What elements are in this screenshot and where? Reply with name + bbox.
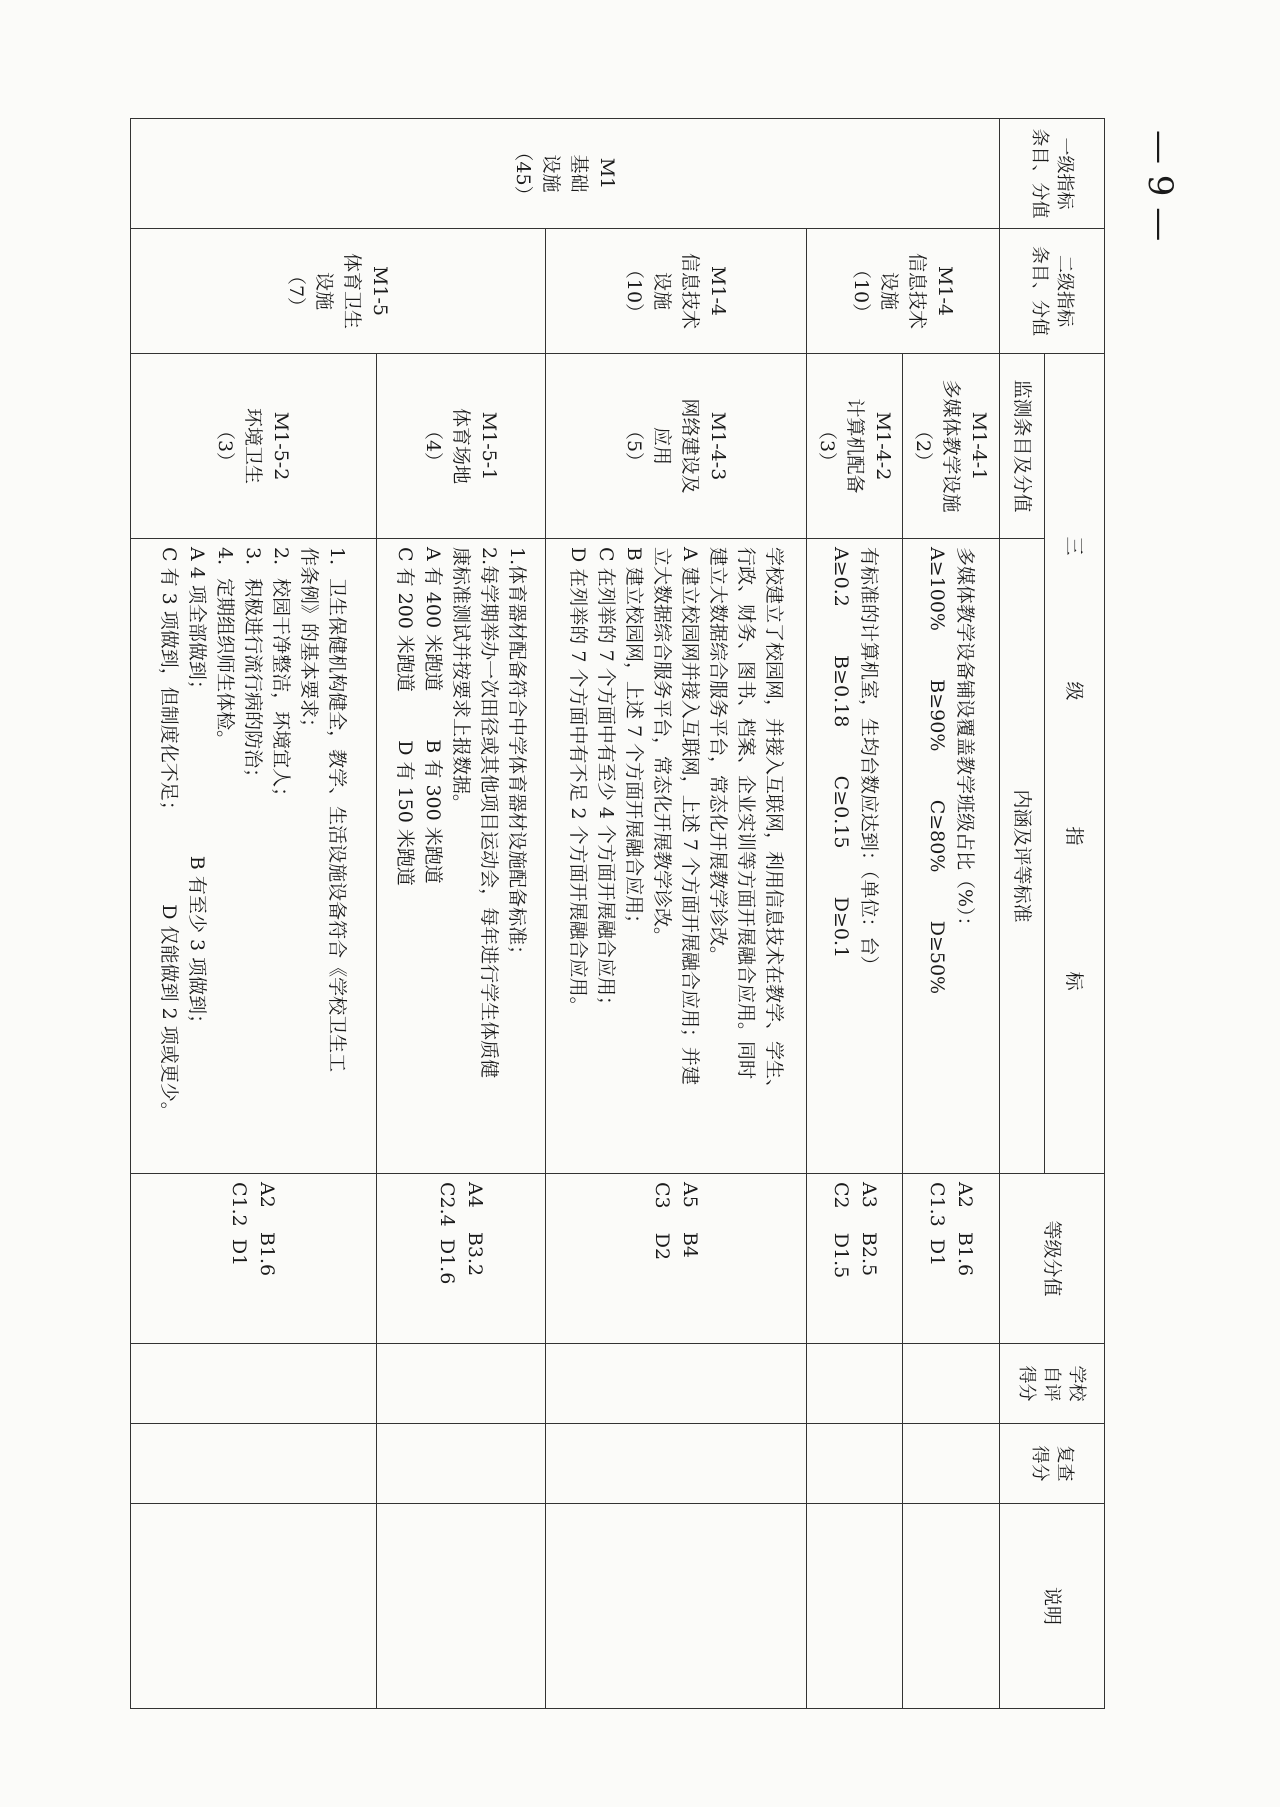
standard-line: 4．定期组织师生体检。 [214, 547, 237, 750]
note-cell [902, 1504, 999, 1709]
self-score-cell [902, 1344, 999, 1424]
standard-line: 2．校园干净整洁，环境宜人； [270, 547, 293, 807]
self-score-cell [807, 1344, 902, 1424]
standard-line: C 有 3 项做到，但制度化不足； D 仅能做到 2 项或更少。 [158, 547, 181, 1121]
monitor-item-cell: M1-5-1 体育场地 （4） [376, 354, 545, 539]
grade-line: A3 B2.5 [857, 1182, 880, 1277]
grade-score-cell [131, 1174, 377, 1344]
standard-cell [546, 539, 807, 1174]
level2-cell: M1-4 信息技术 设施 （10） [546, 229, 807, 354]
standard-line: 1.体育器材配备符合中学体育器材设施配备标准； [506, 547, 529, 965]
standard-line: 建立大数据综合服务平台，常态化开展教学诊改。 [707, 547, 730, 966]
rotated-evaluation-table [130, 118, 1105, 1708]
standard-line: 有标准的计算机室，生均台数应达到：（单位：台） [857, 547, 880, 975]
standard-line: 2.每学期举办一次田径或其他项目运动会，每年进行学生体质健 [478, 547, 501, 1079]
grade-line: A4 B3.2 [464, 1182, 487, 1277]
standard-line: C 有 200 米跑道 D 有 150 米跑道 [394, 547, 417, 886]
grade-score-cell [546, 1174, 807, 1344]
grade-score-cell [902, 1174, 999, 1344]
note-cell [546, 1504, 807, 1709]
grade-line: C3 D2 [651, 1182, 674, 1261]
table-row [376, 119, 545, 1709]
header-level1: 一级指标 条目、分值 [1000, 119, 1105, 229]
grade-score-cell [376, 1174, 545, 1344]
standard-line: 1．卫生保健机构健全，教学、生活设施设备符合《学校卫生工 [326, 547, 349, 1073]
review-score-cell [131, 1424, 377, 1504]
note-cell [376, 1504, 545, 1709]
header-standard: 内涵及评等标准 [1000, 539, 1045, 1174]
grade-line: C1.3 D1 [925, 1182, 948, 1267]
review-score-cell [807, 1424, 902, 1504]
header-review-score: 复查 得分 [1000, 1424, 1105, 1504]
grade-line: A2 B1.6 [256, 1182, 279, 1277]
standard-cell [902, 539, 999, 1174]
note-cell [807, 1504, 902, 1709]
header-level3: 三 级 指 标 [1045, 354, 1105, 1174]
standard-line: B 建立校园网，上述 7 个方面开展融合应用； [623, 547, 646, 934]
self-score-cell [376, 1344, 545, 1424]
standard-line: 立大数据综合服务平台，常态化开展教学诊改。 [651, 547, 674, 947]
standard-line: A 4 项全部做到； B 有至少 3 项做到； [186, 547, 209, 1034]
monitor-item-cell: M1-4-1 多媒体教学设施 （2） [902, 354, 999, 539]
grade-line: A5 B4 [679, 1182, 702, 1259]
standard-cell [807, 539, 902, 1174]
review-score-cell [902, 1424, 999, 1504]
standard-cell [131, 539, 377, 1174]
standard-line: A≥0.2 B≥0.18 C≥0.15 D≥0.1 [829, 547, 852, 959]
review-score-cell [546, 1424, 807, 1504]
self-score-cell [546, 1344, 807, 1424]
table-row [131, 119, 377, 1709]
table-row [807, 119, 902, 1709]
table-body [131, 119, 1000, 1709]
grade-line: A2 B1.6 [953, 1182, 976, 1277]
header-self-score: 学校 自评 得分 [1000, 1344, 1105, 1424]
standard-cell [376, 539, 545, 1174]
standard-line: 学校建立了校园网，并接入互联网，利用信息技术在教学、学生、 [763, 547, 786, 1099]
level2-cell: M1-5 体育卫生 设施 （7） [131, 229, 546, 354]
table-row [902, 119, 999, 1709]
grade-line: C2 D1.5 [829, 1182, 852, 1279]
header-monitor: 监测条目及分值 [1000, 354, 1045, 539]
header-note: 说明 [1000, 1504, 1105, 1709]
standard-line: 作条例》的基本要求； [298, 547, 321, 738]
standard-line: 行政、财务、图书、档案、企业实训等方面开展融合应用。同时 [735, 547, 758, 1080]
standard-line: 3．积极进行流行病的防治； [242, 547, 265, 788]
standard-line: A≥100% B≥90% C≥80% D≥50% [925, 547, 948, 995]
review-score-cell [376, 1424, 545, 1504]
monitor-item-cell: M1-4-3 网络建设及 应用 （5） [546, 354, 807, 539]
table-row [546, 119, 807, 1709]
note-cell [131, 1504, 377, 1709]
grade-line: C1.2 D1 [228, 1182, 251, 1267]
grade-score-cell [807, 1174, 902, 1344]
standard-line: D 在列举的 7 个方面中有不足 2 个方面开展融合应用。 [567, 547, 590, 1016]
evaluation-table [130, 118, 1105, 1709]
standard-line: C 在列举的 7 个方面中有至少 4 个方面开展融合应用； [595, 547, 618, 1015]
monitor-item-cell: M1-5-2 环境卫生 （3） [131, 354, 377, 539]
page-number: — 9 — [1140, 130, 1180, 242]
standard-line: 康标准测试并按要求上报数据。 [450, 547, 473, 814]
self-score-cell [131, 1344, 377, 1424]
standard-line: A 有 400 米跑道 B 有 300 米跑道 [422, 547, 445, 884]
monitor-item-cell: M1-4-2 计算机配备 （3） [807, 354, 902, 539]
level2-cell: M1-4 信息技术 设施 （10） [807, 229, 1000, 354]
grade-line: C2.4 D1.6 [436, 1182, 459, 1285]
standard-line: 多媒体教学设备铺设覆盖教学班级占比（%）： [953, 547, 976, 936]
header-grade: 等级分值 [1000, 1174, 1105, 1344]
standard-line: A 建立校园网并接入互联网，上述 7 个方面开展融合应用；并建 [679, 547, 702, 1085]
header-level2: 二级指标 条目、分值 [1000, 229, 1105, 354]
level1-cell: M1 基础 设施 （45） [131, 119, 1000, 229]
